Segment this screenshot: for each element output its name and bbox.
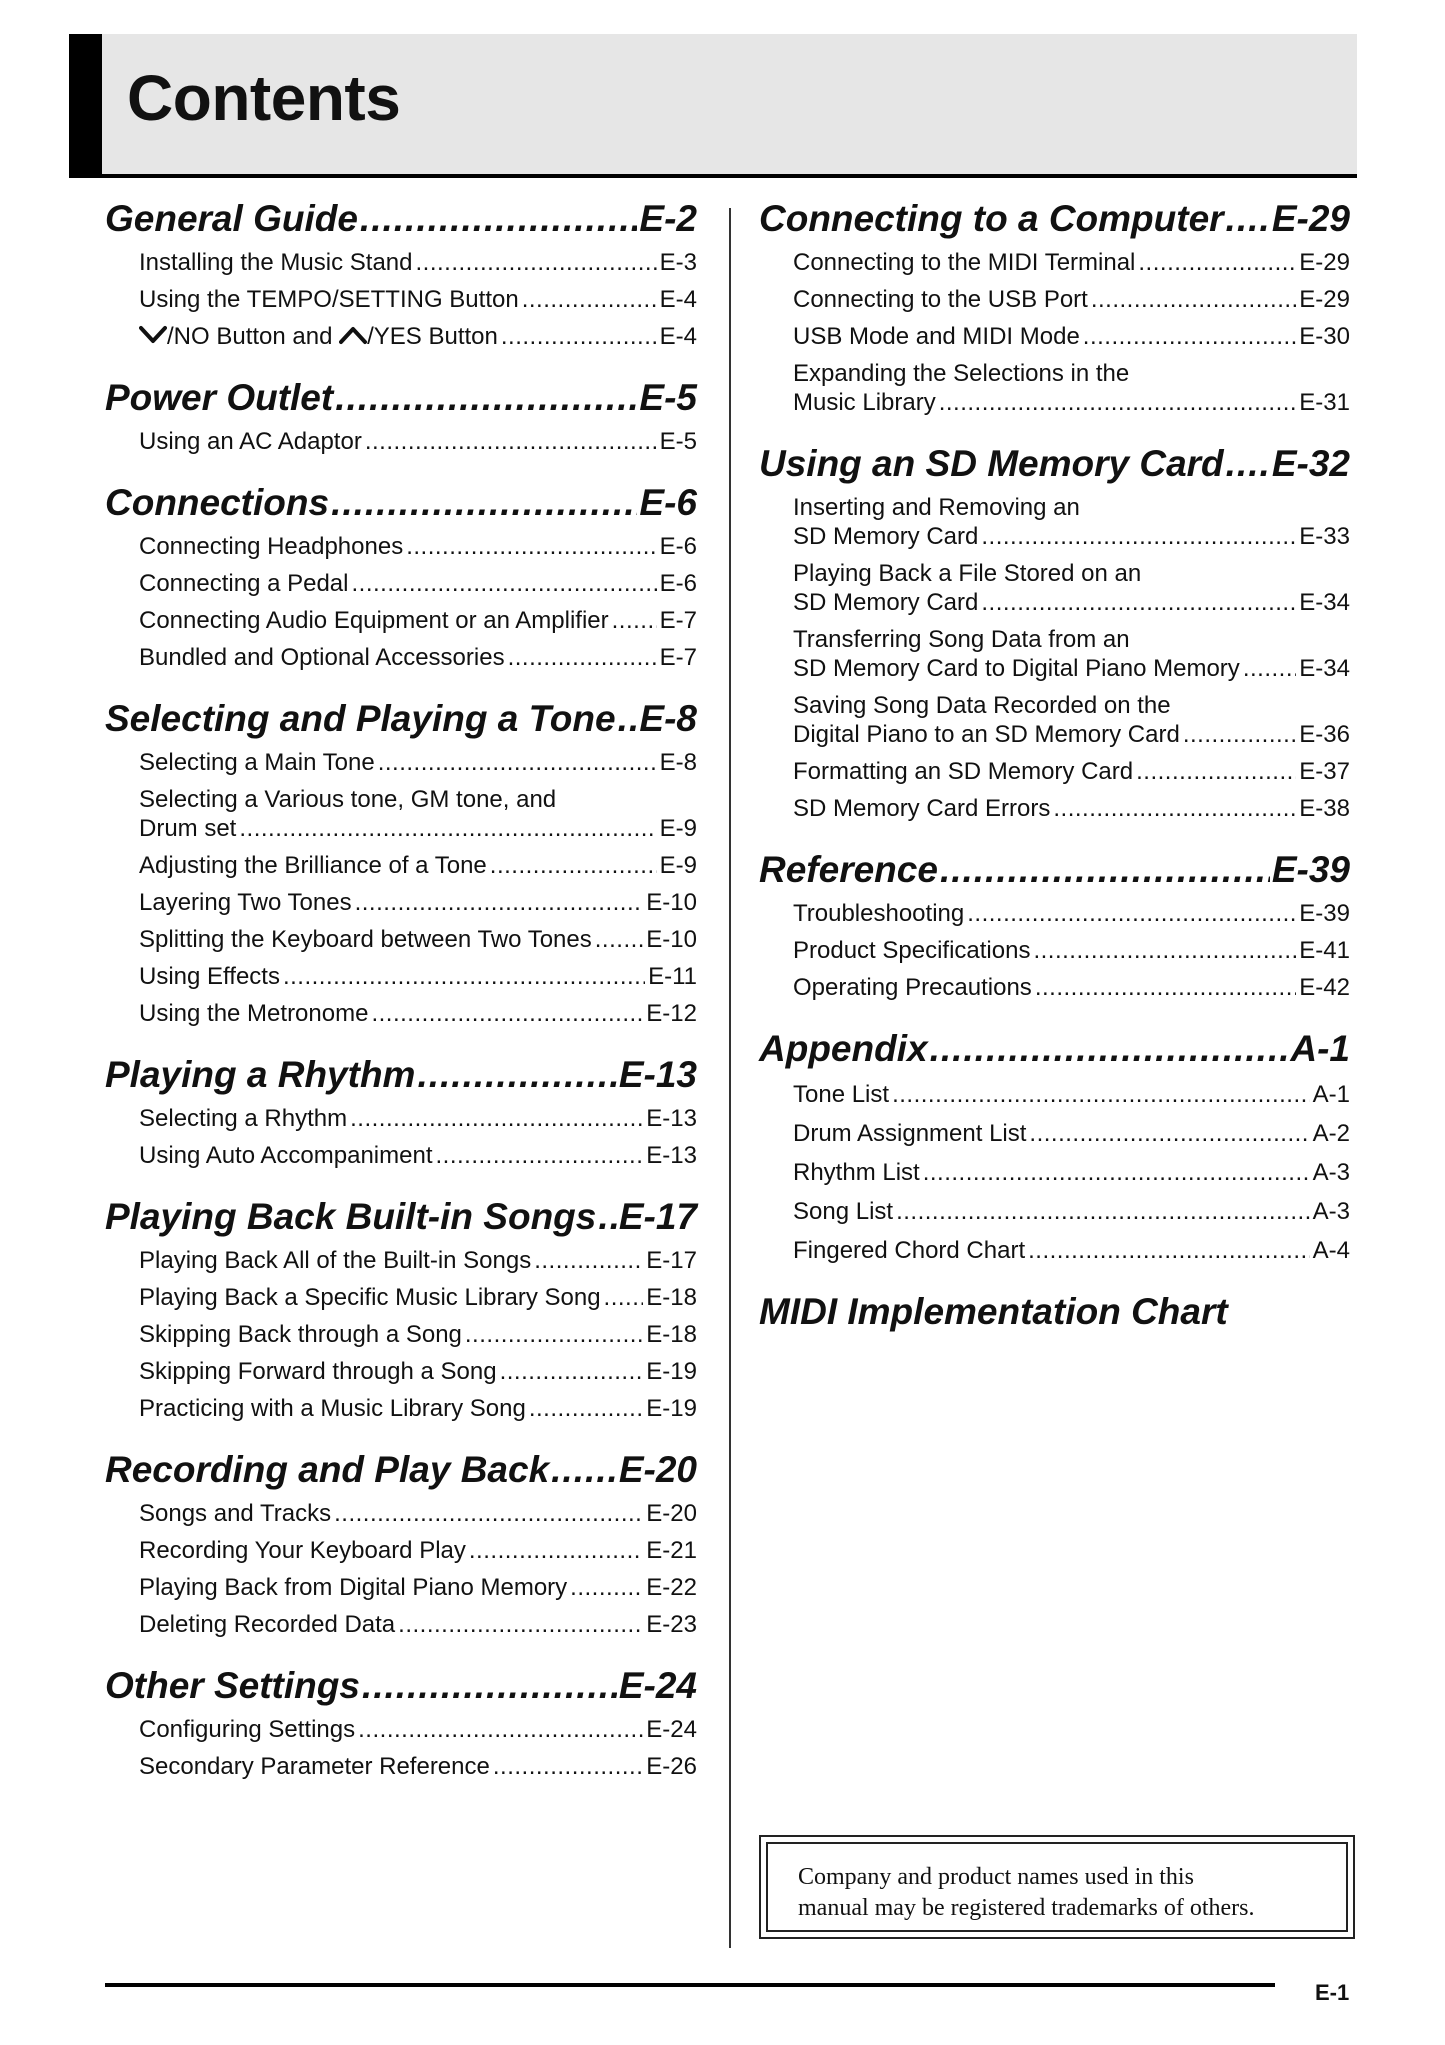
toc-entry[interactable]: USB Mode and MIDI Mode ..... E-30: [759, 322, 1350, 351]
toc-entry-page: E-17: [646, 1247, 697, 1274]
column-divider: [729, 208, 731, 1948]
toc-left-column: [105, 198, 697, 1807]
toc-entry-page: E-12: [646, 1000, 697, 1027]
toc-entry[interactable]: Product Specifications ..... E-41: [759, 936, 1350, 965]
toc-entry-page: E-4: [659, 286, 697, 313]
toc-section-page: E-29: [1271, 198, 1350, 239]
toc-entry[interactable]: Songs and Tracks ..... E-20: [105, 1499, 697, 1528]
toc-entry[interactable]: Playing Back All of the Built-in Songs ..... E-17: [105, 1246, 697, 1275]
toc-entry-page: E-11: [648, 963, 697, 990]
toc-entry[interactable]: Practicing with a Music Library Song ..... E-19: [105, 1394, 697, 1423]
toc-entry[interactable]: Skipping Back through a Song ..... E-18: [105, 1320, 697, 1349]
toc-section-heading[interactable]: Connecting to a Computer ..... E-29: [759, 198, 1350, 240]
toc-entry-page: E-10: [646, 926, 697, 953]
toc-section-heading[interactable]: Playing a Rhythm ..... E-13: [105, 1054, 697, 1096]
toc-section-page: E-17: [618, 1196, 697, 1237]
toc-section-heading[interactable]: Power Outlet ..... E-5: [105, 377, 697, 419]
toc-entry[interactable]: Skipping Forward through a Song ..... E-19: [105, 1357, 697, 1386]
toc-section-page: E-24: [618, 1665, 697, 1706]
toc-entry[interactable]: Formatting an SD Memory Card ..... E-37: [759, 757, 1350, 786]
toc-entry[interactable]: Using the Metronome ..... E-12: [105, 999, 697, 1028]
toc-entry[interactable]: Connecting Audio Equipment or an Amplifier ..... E-7: [105, 606, 697, 635]
toc-section-heading[interactable]: Connections ..... E-6: [105, 482, 697, 524]
toc-entry-page: E-22: [646, 1574, 697, 1601]
toc-entry-page: E-36: [1299, 721, 1350, 748]
toc-entry[interactable]: Song List ..... A-3: [759, 1197, 1350, 1226]
trademark-note-line: manual may be registered trademarks of others.: [798, 1895, 1255, 1921]
toc-entry-page: E-19: [646, 1395, 697, 1422]
toc-section-computer: [759, 198, 1350, 417]
trademark-note-inner: [766, 1842, 1348, 1932]
toc-section-heading[interactable]: Playing Back Built-in Songs ..... E-17: [105, 1196, 697, 1238]
toc-entry[interactable]: Connecting to the MIDI Terminal ..... E-29: [759, 248, 1350, 277]
toc-entry-page: E-9: [659, 852, 697, 879]
toc-entry[interactable]: Rhythm List ..... A-3: [759, 1158, 1350, 1187]
toc-section-page: E-8: [639, 698, 697, 739]
toc-entry[interactable]: Troubleshooting ..... E-39: [759, 899, 1350, 928]
toc-section-page: E-6: [639, 482, 697, 523]
toc-entry[interactable]: Saving Song Data Recorded on the Digital Piano to an SD Memory Card ..... E-36: [759, 691, 1350, 749]
toc-section-heading[interactable]: Recording and Play Back ..... E-20: [105, 1449, 697, 1491]
toc-entry[interactable]: Using Auto Accompaniment ..... E-13: [105, 1141, 697, 1170]
toc-entry[interactable]: Transferring Song Data from an SD Memory Card to Digital Piano Memory ..... E-34: [759, 625, 1350, 683]
toc-entry[interactable]: Fingered Chord Chart ..... A-4: [759, 1236, 1350, 1265]
toc-section-midi-chart: [759, 1291, 1350, 1333]
toc-section-heading[interactable]: MIDI Implementation Chart: [759, 1291, 1228, 1332]
toc-right-column: [759, 198, 1350, 1359]
toc-entry-page: E-18: [646, 1284, 697, 1311]
toc-entry-page: E-26: [646, 1753, 697, 1780]
toc-section-reference: [759, 849, 1350, 1002]
toc-entry-page: A-2: [1312, 1120, 1350, 1147]
toc-entry-page: E-24: [646, 1716, 697, 1743]
toc-entry[interactable]: Layering Two Tones ..... E-10: [105, 888, 697, 917]
toc-entry-page: E-29: [1299, 249, 1350, 276]
toc-entry[interactable]: SD Memory Card Errors ..... E-38: [759, 794, 1350, 823]
toc-entry-page: E-38: [1299, 795, 1350, 822]
trademark-note-line: Company and product names used in this: [798, 1864, 1194, 1890]
trademark-note: [759, 1835, 1355, 1939]
toc-section-page: E-39: [1271, 849, 1350, 890]
toc-entry-page: E-6: [659, 570, 697, 597]
toc-entry[interactable]: Using an AC Adaptor ..... E-5: [105, 427, 697, 456]
toc-section-connections: [105, 482, 697, 672]
toc-entry[interactable]: Connecting to the USB Port ..... E-29: [759, 285, 1350, 314]
toc-entry-page: E-7: [659, 644, 697, 671]
toc-entry-page: E-5: [659, 428, 697, 455]
header-accent-bar: [69, 34, 102, 174]
toc-section-heading[interactable]: Using an SD Memory Card ..... E-32: [759, 443, 1350, 485]
toc-section-built-in-songs: [105, 1196, 697, 1423]
toc-entry-page: E-21: [646, 1537, 697, 1564]
toc-entry-page: E-42: [1299, 974, 1350, 1001]
leader-dots: [360, 198, 638, 240]
toc-entry-page: E-33: [1299, 523, 1350, 550]
toc-entry-page: E-4: [659, 323, 697, 350]
toc-section-heading[interactable]: Reference ..... E-39: [759, 849, 1350, 891]
toc-entry-page: E-34: [1299, 655, 1350, 682]
toc-entry[interactable]: Tone List ..... A-1: [759, 1080, 1350, 1109]
toc-section-recording: [105, 1449, 697, 1639]
toc-entry-page: E-29: [1299, 286, 1350, 313]
toc-entry[interactable]: Adjusting the Brilliance of a Tone ..... E-9: [105, 851, 697, 880]
toc-entry-page: E-30: [1299, 323, 1350, 350]
toc-section-page: A-1: [1290, 1028, 1350, 1069]
toc-entry[interactable]: Deleting Recorded Data ..... E-23: [105, 1610, 697, 1639]
toc-entry-page: E-8: [659, 749, 697, 776]
toc-section-general-guide: [105, 198, 697, 351]
toc-entry-page: E-39: [1299, 900, 1350, 927]
toc-entry[interactable]: Connecting Headphones ..... E-6: [105, 532, 697, 561]
page-title: Contents: [127, 62, 401, 134]
page-number: E-1: [1315, 1980, 1350, 2005]
toc-section-page: E-5: [639, 377, 697, 418]
toc-section-selecting-tone: [105, 698, 697, 1028]
chevron-up-icon: [339, 324, 367, 346]
toc-entry[interactable]: Using Effects ..... E-11: [105, 962, 697, 991]
chevron-down-icon: [139, 324, 167, 346]
toc-entry-page: E-37: [1299, 758, 1350, 785]
toc-entry[interactable]: Selecting a Rhythm ..... E-13: [105, 1104, 697, 1133]
toc-section-other-settings: [105, 1665, 697, 1781]
toc-entry[interactable]: Playing Back a Specific Music Library Song ..... E-18: [105, 1283, 697, 1312]
toc-entry[interactable]: Configuring Settings ..... E-24: [105, 1715, 697, 1744]
toc-entry-page: E-19: [646, 1358, 697, 1385]
toc-entry[interactable]: Operating Precautions ..... E-42: [759, 973, 1350, 1002]
toc-section-page: E-20: [618, 1449, 697, 1490]
toc-entry[interactable]: Drum Assignment List ..... A-2: [759, 1119, 1350, 1148]
toc-entry-page: E-18: [646, 1321, 697, 1348]
toc-section-heading[interactable]: Selecting and Playing a Tone ..... E-8: [105, 698, 697, 740]
toc-entry[interactable]: /NO Button and /YES Button ..... E-4: [105, 322, 697, 351]
toc-entry-page: E-13: [646, 1105, 697, 1132]
footer-rule: [105, 1983, 1275, 1987]
toc-entry[interactable]: Recording Your Keyboard Play ..... E-21: [105, 1536, 697, 1565]
toc-entry-page: E-41: [1299, 937, 1350, 964]
toc-entry-page: E-10: [646, 889, 697, 916]
toc-entry-page: E-3: [659, 249, 697, 276]
toc-entry-page: A-3: [1312, 1159, 1350, 1186]
toc-section-page: E-2: [639, 198, 697, 239]
toc-entry-page: E-13: [646, 1142, 697, 1169]
toc-section-heading[interactable]: General Guide ..... E-2: [105, 198, 697, 240]
toc-entry-page: E-9: [659, 815, 697, 842]
toc-section-appendix: [759, 1028, 1350, 1265]
toc-entry[interactable]: Secondary Parameter Reference ..... E-26: [105, 1752, 697, 1781]
toc-entry-page: E-23: [646, 1611, 697, 1638]
toc-entry[interactable]: Selecting a Main Tone ..... E-8: [105, 748, 697, 777]
toc-entry[interactable]: Expanding the Selections in the Music Library ..... E-31: [759, 359, 1350, 417]
toc-section-heading[interactable]: Other Settings ..... E-24: [105, 1665, 697, 1707]
toc-section-power-outlet: [105, 377, 697, 456]
toc-section-playing-rhythm: [105, 1054, 697, 1170]
toc-entry[interactable]: Bundled and Optional Accessories ..... E-7: [105, 643, 697, 672]
toc-entry-page: E-20: [646, 1500, 697, 1527]
toc-entry[interactable]: Playing Back a File Stored on an SD Memory Card ..... E-34: [759, 559, 1350, 617]
toc-entry[interactable]: Splitting the Keyboard between Two Tones ..... E-10: [105, 925, 697, 954]
toc-entry-page: A-4: [1312, 1237, 1350, 1264]
page-header: [69, 34, 1357, 178]
toc-section-page: E-32: [1271, 443, 1350, 484]
toc-entry[interactable]: Selecting a Various tone, GM tone, and Drum set ..... E-9: [105, 785, 697, 843]
toc-entry[interactable]: Playing Back from Digital Piano Memory ..... E-22: [105, 1573, 697, 1602]
toc-entry-page: E-6: [659, 533, 697, 560]
toc-entry[interactable]: Connecting a Pedal ..... E-6: [105, 569, 697, 598]
toc-entry-page: E-31: [1299, 389, 1350, 416]
toc-section-sd-card: [759, 443, 1350, 823]
toc-entry[interactable]: Inserting and Removing an SD Memory Card ..... E-33: [759, 493, 1350, 551]
toc-entry-page: E-7: [659, 607, 697, 634]
toc-section-heading[interactable]: Appendix ..... A-1: [759, 1028, 1350, 1070]
toc-entry[interactable]: Installing the Music Stand ..... E-3: [105, 248, 697, 277]
toc-entry-page: A-1: [1312, 1081, 1350, 1108]
toc-section-page: E-13: [618, 1054, 697, 1095]
toc-entry-page: A-3: [1312, 1198, 1350, 1225]
toc-entry-page: E-34: [1299, 589, 1350, 616]
toc-entry[interactable]: Using the TEMPO/SETTING Button ..... E-4: [105, 285, 697, 314]
